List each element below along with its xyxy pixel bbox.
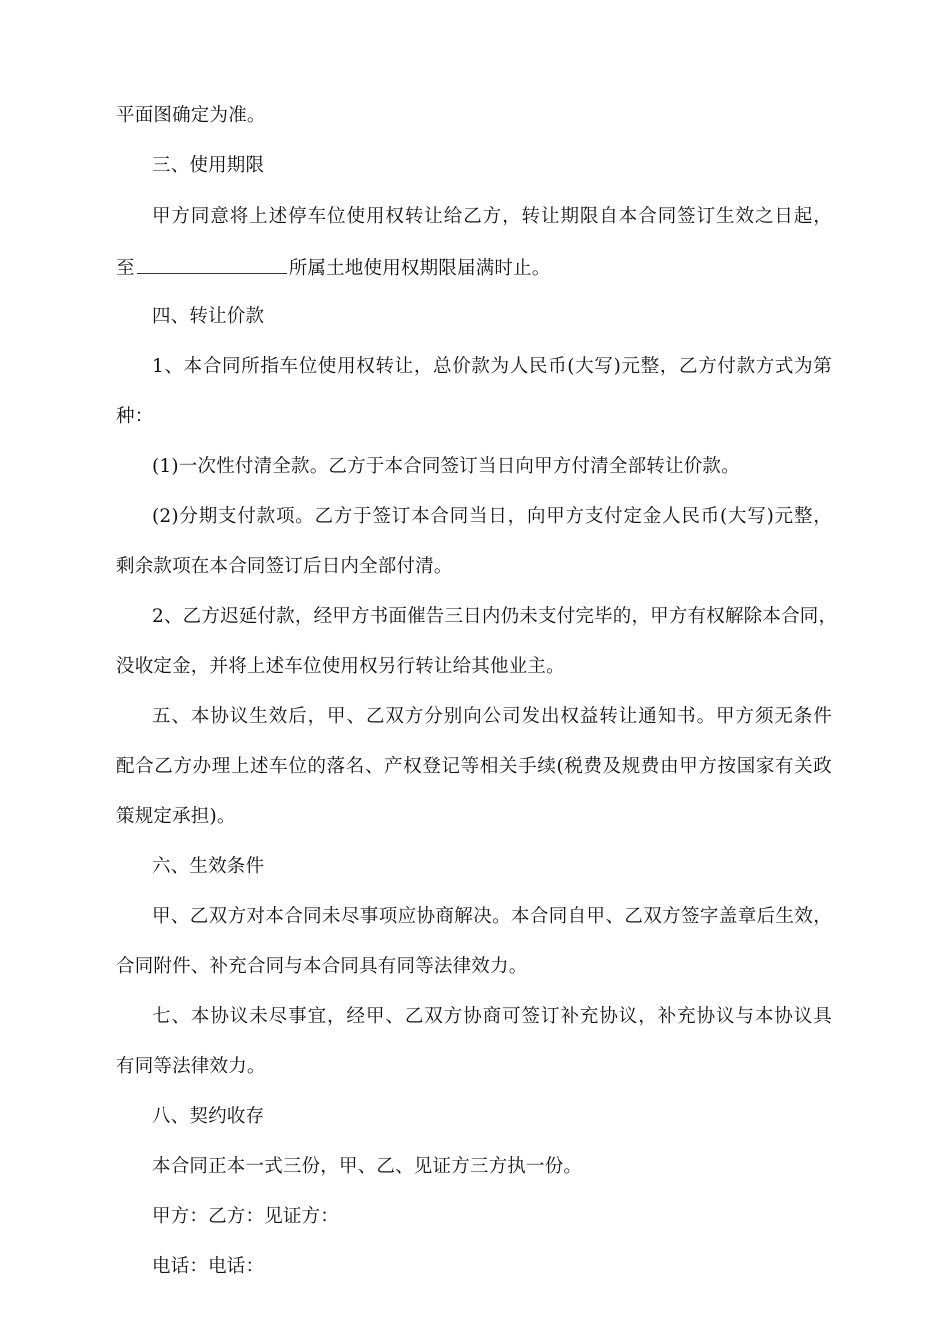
text-segment: 至 — [116, 258, 135, 279]
text-segment: 所属土地使用权期限届满时止。 — [288, 258, 551, 279]
paragraph-line: 甲方同意将上述停车位使用权转让给乙方，转让期限自本合同签订生效之日起， — [152, 206, 832, 227]
paragraph-line: 1、本合同所指车位使用权转让，总价款为人民币(大写)元整，乙方付款方式为第 — [152, 356, 832, 377]
paragraph-line: 种： — [116, 406, 154, 427]
paragraph-line: 2、乙方迟延付款，经甲方书面催告三日内仍未支付完毕的，甲方有权解除本合同， — [152, 606, 838, 627]
section-heading-usage-term: 三、使用期限 — [152, 155, 265, 176]
paragraph-line: 平面图确定为准。 — [116, 105, 266, 126]
paragraph-line: 合同附件、补充合同与本合同具有同等法律效力。 — [116, 956, 528, 977]
fill-in-blank[interactable] — [137, 255, 287, 274]
signature-parties-line: 甲方：乙方：见证方： — [152, 1206, 340, 1227]
paragraph-line-with-blank — [116, 255, 551, 281]
paragraph-line: 没收定金，并将上述车位使用权另行转让给其他业主。 — [116, 656, 565, 677]
paragraph-line: 甲、乙双方对本合同未尽事项应协商解决。本合同自甲、乙双方签字盖章后生效， — [152, 906, 832, 927]
section-heading-contract-storage: 八、契约收存 — [152, 1106, 265, 1127]
paragraph-line: 本合同正本一式三份，甲、乙、见证方三方执一份。 — [152, 1156, 583, 1177]
paragraph-line: 有同等法律效力。 — [116, 1056, 266, 1077]
section-heading-transfer-price: 四、转让价款 — [152, 306, 265, 327]
paragraph-line: 五、本协议生效后，甲、乙双方分别向公司发出权益转让通知书。甲方须无条件 — [152, 706, 832, 727]
paragraph-line: (2)分期支付款项。乙方于签订本合同当日，向甲方支付定金人民币(大写)元整， — [152, 506, 832, 527]
paragraph-line: (1)一次性付清全款。乙方于本合同签订当日向甲方付清全部转让价款。 — [152, 456, 740, 477]
phone-line: 电话：电话： — [152, 1256, 265, 1277]
paragraph-line: 七、本协议未尽事宜，经甲、乙双方协商可签订补充协议，补充协议与本协议具 — [152, 1006, 832, 1027]
paragraph-line: 配合乙方办理上述车位的落名、产权登记等相关手续(税费及规费由甲方按国家有关政 — [116, 756, 832, 777]
paragraph-line: 策规定承担)。 — [116, 806, 236, 827]
section-heading-effective-conditions: 六、生效条件 — [152, 856, 265, 877]
paragraph-line: 剩余款项在本合同签订后日内全部付清。 — [116, 556, 453, 577]
